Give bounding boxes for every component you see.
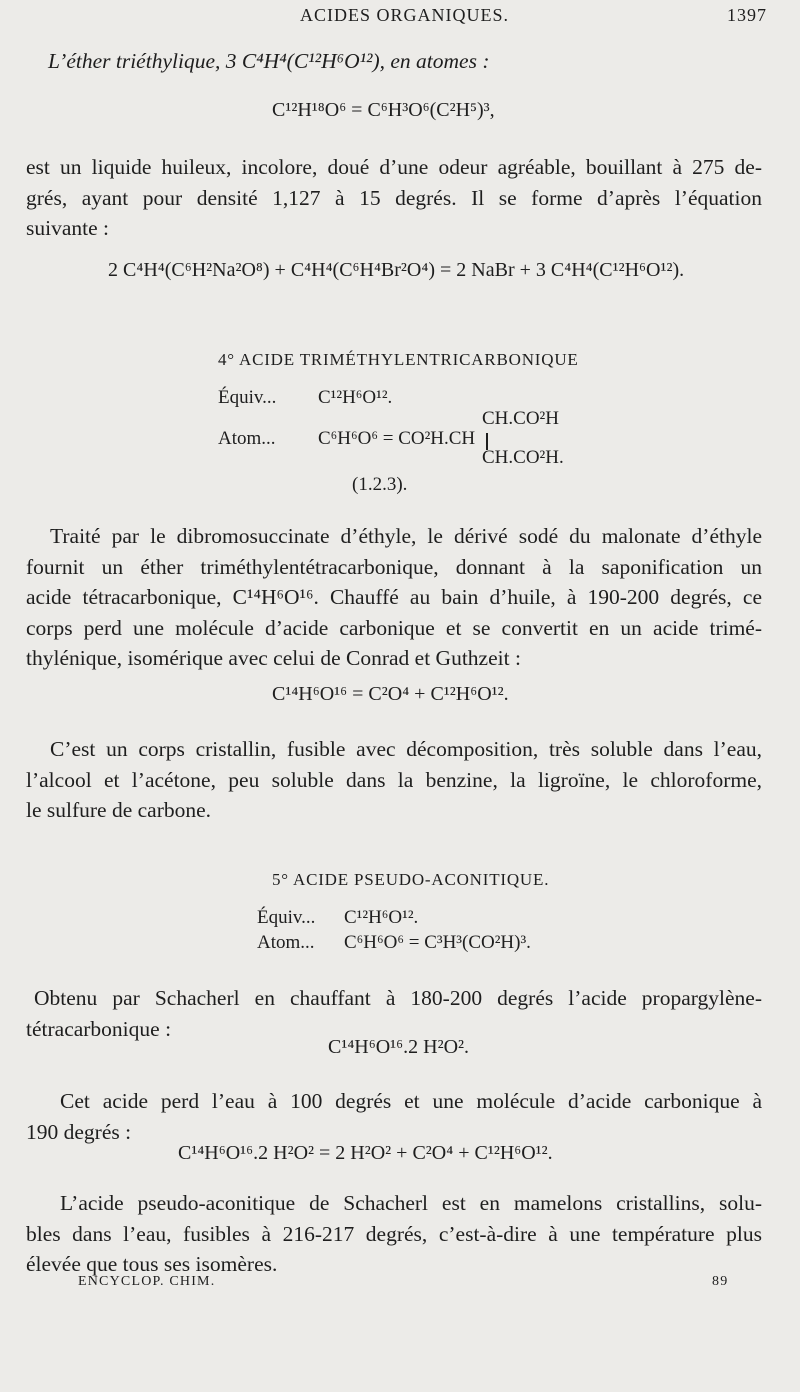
paragraph-line: tétracarbonique : [26,1016,172,1041]
section-heading-4: 4° ACIDE TRIMÉTHYLENTRICARBONIQUE [218,350,579,369]
section-heading-5: 5° ACIDE PSEUDO-ACONITIQUE. [272,870,550,889]
paragraph-line: bles dans l’eau, fusibles à 216-217 degrés, c’est-à-dire à une température plus [26,1221,762,1246]
footer-right: 89 [712,1274,729,1289]
equiv-label: Équiv... [218,387,277,408]
atom-formula: C⁶H⁶O⁶ = CO²H.CH [318,428,476,449]
paragraph-line: grés, ayant pour densité 1,127 à 15 degrés. Il se forme d’après l’équation [26,185,762,210]
paragraph-line: suivante : [26,216,109,240]
paragraph-4 [26,983,762,1044]
page-number: 1397 [727,5,767,25]
atom-label: Atom... [218,428,276,449]
intro-line: L’éther triéthylique, 3 C⁴H⁴(C¹²H⁶O¹²), en atomes : [48,49,490,73]
paragraph-line: Cet acide perd l’eau à 100 degrés et une molécule d’acide carbonique à [60,1089,762,1113]
intro-formula: C¹²H¹⁸O⁶ = C⁶H³O⁶(C²H⁵)³, [272,99,495,121]
branch-bottom: CH.CO²H. [482,447,564,468]
atom-label: Atom... [257,932,315,953]
equation-3: C¹⁴H⁶O¹⁶.2 H²O². [328,1036,470,1058]
equation-2: C¹⁴H⁶O¹⁶ = C²O⁴ + C¹²H⁶O¹². [272,683,509,705]
paragraph-line: est un liquide huileux, incolore, doué d’une odeur agréable, bouillant à 275 de- [26,155,762,179]
running-title: ACIDES ORGANIQUES. [300,5,510,25]
paragraph-line: C’est un corps cristallin, fusible avec décomposition, très soluble dans l’eau, [50,737,762,761]
paragraph-line: Obtenu par Schacherl en chauffant à 180-200 degrés l’acide propargylène- [34,986,762,1010]
footer-left: ENCYCLOP. CHIM. [78,1274,216,1289]
paragraph-3 [26,734,762,826]
paragraph-line: élevée que tous ses isomères. [26,1252,278,1276]
paragraph-line: l’alcool et l’acétone, peu soluble dans la benzine, la ligroïne, le chloroforme, [26,767,762,792]
equiv-formula: C¹²H⁶O¹². [344,907,419,928]
paragraph-line: 190 degrés : [26,1119,132,1144]
paragraph-line: Traité par le dibromosuccinate d’éthyle, le dérivé sodé du malonate d’éthyle [50,524,762,548]
paragraph-line: corps perd une molécule d’acide carbonique et se convertit en un acide trimé- [26,615,762,640]
paragraph-line: acide tétracarbonique, C¹⁴H⁶O¹⁶. Chauffé au bain d’huile, à 190-200 degrés, ce [26,585,762,609]
equation-1: 2 C⁴H⁴(C⁶H²Na²O⁸) + C⁴H⁴(C⁶H⁴Br²O⁴) = 2 NaBr + 3 C⁴H⁴(C¹²H⁶O¹²). [108,259,685,281]
paragraph-1 [26,152,762,244]
paragraph-line: L’acide pseudo-aconitique de Schacherl est en mamelons cristallins, solu- [60,1191,762,1215]
paragraph-2 [26,521,762,674]
paragraph-5 [26,1086,762,1147]
equation-4: C¹⁴H⁶O¹⁶.2 H²O² = 2 H²O² + C²O⁴ + C¹²H⁶O¹². [178,1142,553,1164]
branch-top: CH.CO²H [482,408,559,429]
paragraph-line: thylénique, isomérique avec celui de Conrad et Guthzeit : [26,646,521,670]
position-label: (1.2.3). [352,474,408,495]
equiv-formula: C¹²H⁶O¹². [318,387,393,408]
equiv-label: Équiv... [257,907,316,928]
paragraph-line: fournit un éther triméthylentétracarbonique, donnant à la saponification un [26,554,762,579]
paragraph-line: le sulfure de carbone. [26,798,212,822]
atom-formula: C⁶H⁶O⁶ = C³H³(CO²H)³. [344,932,531,953]
paragraph-6 [26,1188,762,1280]
